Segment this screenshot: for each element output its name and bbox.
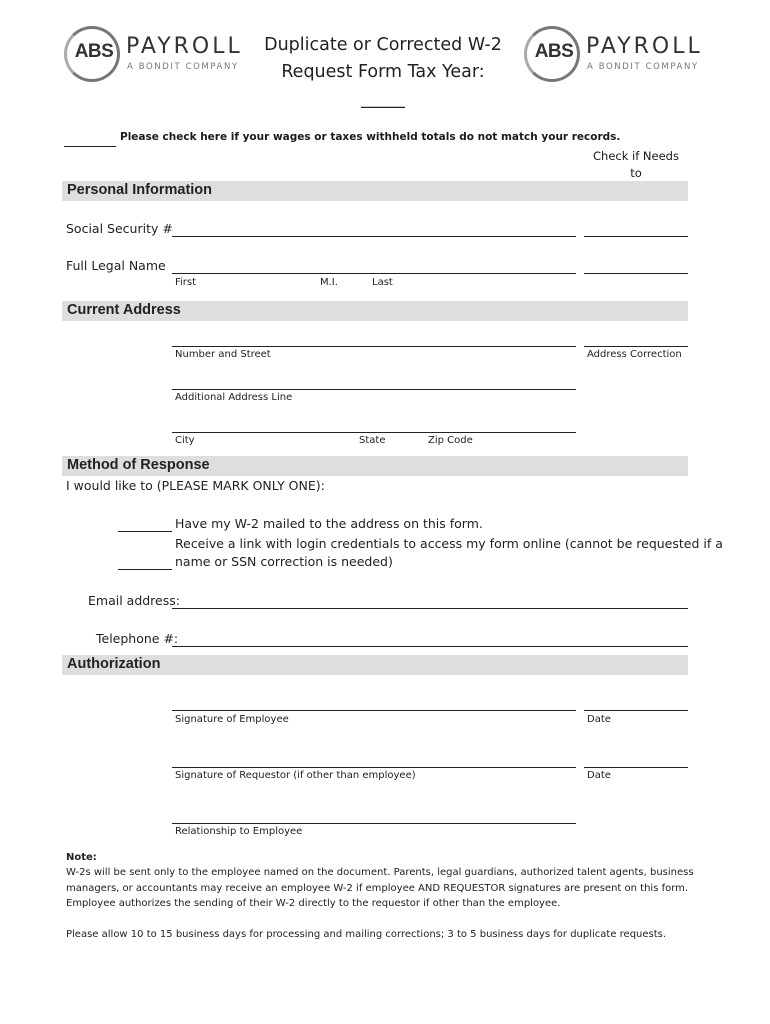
abs-payroll-logo-left [64, 26, 254, 86]
address-correction-check[interactable] [584, 346, 688, 347]
city-caption: City [175, 435, 195, 446]
logo-mark: ABS [74, 41, 114, 62]
logo-sub: A BONDIT COMPANY [587, 62, 699, 72]
option-online-label-line2: name or SSN correction is needed) [175, 554, 393, 569]
response-instruction: I would like to (PLEASE MARK ONLY ONE): [66, 478, 325, 493]
telephone-field[interactable] [172, 646, 688, 647]
logo-word: PAYROLL [126, 34, 243, 59]
option-online-label-line1: Receive a link with login credentials to access my form online (cannot be requested if a [175, 536, 723, 551]
option-mail-check[interactable] [118, 531, 172, 532]
ssn-correction-check[interactable] [584, 236, 688, 237]
logo-word: PAYROLL [586, 34, 703, 59]
email-field[interactable] [172, 608, 688, 609]
form-title [258, 32, 508, 113]
ssn-label: Social Security # [66, 221, 173, 236]
option-online-check[interactable] [118, 569, 172, 570]
city-state-zip-field[interactable] [172, 432, 576, 433]
requestor-signature-field[interactable] [172, 767, 576, 768]
name-correction-check[interactable] [584, 273, 688, 274]
note-paragraph-2: Please allow 10 to 15 business days for processing and mailing corrections; 3 to 5 business days for duplicate requests. [66, 929, 667, 940]
section-current-address [62, 301, 688, 321]
employee-signature-caption: Signature of Employee [175, 714, 289, 725]
additional-address-caption: Additional Address Line [175, 392, 293, 403]
employee-date-field[interactable] [584, 710, 688, 711]
section-heading: Method of Response [67, 457, 210, 473]
telephone-label: Telephone #: [96, 631, 179, 646]
section-authorization [62, 655, 688, 675]
note-paragraph-1: W-2s will be sent only to the employee named on the document. Parents, legal guardians, authorized talent agents, business managers, or accountants may receive an employee W-2 if employee AND REQUESTOR signatures are present on this form. Employee authorizes the sending of their W-2 directly to the requestor if other than the employee. [66, 867, 694, 909]
requestor-date-caption: Date [587, 770, 611, 781]
requestor-date-field[interactable] [584, 767, 688, 768]
additional-address-field[interactable] [172, 389, 576, 390]
section-method-of-response [62, 456, 688, 476]
last-name-caption: Last [372, 277, 393, 288]
ssn-field[interactable] [172, 236, 576, 237]
relationship-caption: Relationship to Employee [175, 826, 303, 837]
abs-payroll-logo-right [524, 26, 714, 86]
option-mail-label: Have my W-2 mailed to the address on this form. [175, 516, 483, 531]
full-name-field[interactable] [172, 273, 576, 274]
mismatch-check-blank[interactable] [64, 146, 116, 147]
logo-mark: ABS [534, 41, 574, 62]
check-column-header-line1: Check if Needs to [593, 149, 679, 180]
requestor-signature-caption: Signature of Requestor (if other than employee) [175, 770, 416, 781]
form-title-line2: Request Form Tax Year: _____ [281, 62, 485, 109]
employee-date-caption: Date [587, 714, 611, 725]
address-correction-caption: Address Correction [587, 349, 682, 360]
form-title-line1: Duplicate or Corrected W-2 [264, 35, 502, 55]
middle-initial-caption: M.I. [320, 277, 338, 288]
first-name-caption: First [175, 277, 197, 288]
section-heading: Current Address [67, 302, 181, 318]
section-personal-information [62, 181, 688, 201]
street-field[interactable] [172, 346, 576, 347]
employee-signature-field[interactable] [172, 710, 576, 711]
state-caption: State [359, 435, 386, 446]
note-title: Note: [66, 852, 97, 863]
section-heading: Personal Information [67, 182, 213, 198]
zip-caption: Zip Code [428, 435, 473, 446]
full-name-label: Full Legal Name [66, 258, 166, 273]
mismatch-check-label: Please check here if your wages or taxes withheld totals do not match your records. [120, 131, 621, 143]
section-heading: Authorization [67, 656, 161, 672]
email-label: Email address: [88, 593, 180, 608]
logo-sub: A BONDIT COMPANY [127, 62, 239, 72]
street-caption: Number and Street [175, 349, 271, 360]
relationship-field[interactable] [172, 823, 576, 824]
